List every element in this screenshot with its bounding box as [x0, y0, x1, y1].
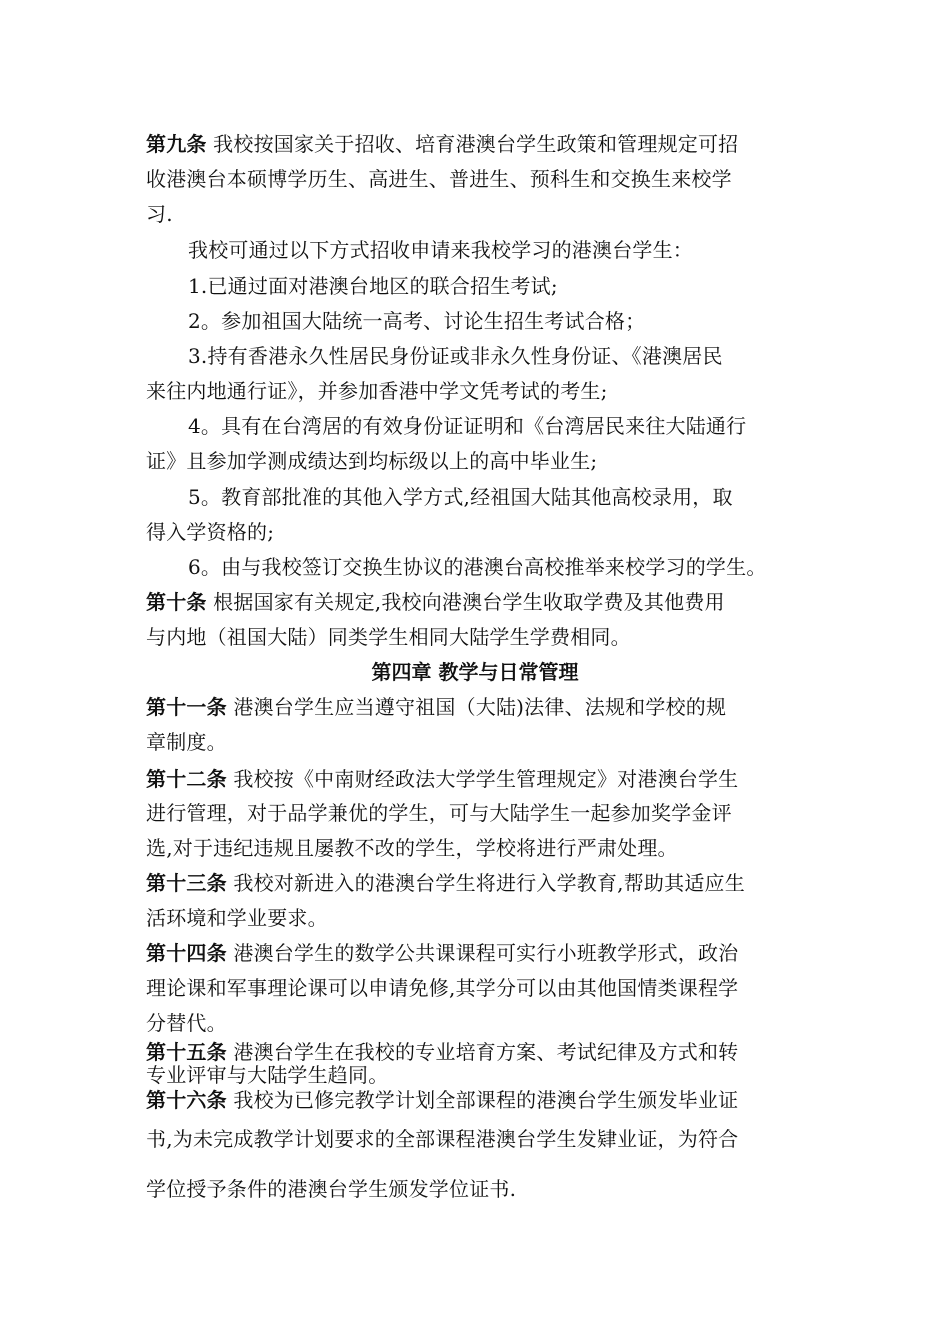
article-13-line-1 [146, 869, 745, 897]
article-11-line-2: 章制度。 [146, 730, 227, 754]
article-9-item-3b: 来往内地通行证》，并参加香港中学文凭考试的考生; [146, 379, 608, 403]
article-13-number: 第十三条 [146, 871, 227, 895]
article-12-line-3: 选,对于违纪违规且屡教不改的学生，学校将进行严肃处理。 [146, 836, 678, 860]
article-9-line-2: 收港澳台本硕博学历生、高进生、普进生、预科生和交换生来校学 [146, 167, 732, 191]
article-13-line-2: 活环境和学业要求。 [146, 906, 328, 930]
article-9-item-1: 1.已通过面对港澳台地区的联合招生考试; [188, 274, 558, 298]
article-12-text-1: 我校按《中南财经政法大学学生管理规定》对港澳台学生 [233, 767, 739, 791]
article-12-line-2: 进行管理，对于品学兼优的学生，可与大陆学生一起参加奖学金评 [146, 801, 732, 825]
article-9-item-5b: 得入学资格的; [146, 520, 275, 544]
article-9-item-6: 6。由与我校签订交换生协议的港澳台高校推举来校学习的学生。 [188, 555, 767, 579]
article-15-line-2: 专业评审与大陆学生趋同。 [146, 1063, 389, 1087]
article-10-number: 第十条 [146, 590, 207, 614]
article-12-number: 第十二条 [146, 767, 227, 791]
article-14-line-3: 分替代。 [146, 1011, 227, 1035]
article-9-line-3: 习. [146, 202, 173, 226]
article-9-item-4a: 4。具有在台湾居的有效身份证证明和《台湾居民来往大陆通行 [188, 414, 747, 438]
article-11-line-1 [146, 693, 726, 721]
article-9-item-4b: 证》且参加学测成绩达到均标级以上的高中毕业生; [146, 449, 598, 473]
article-9-intro: 我校可通过以下方式招收申请来我校学习的港澳台学生： [188, 238, 693, 262]
article-9-item-5a: 5。教育部批准的其他入学方式,经祖国大陆其他高校录用，取 [188, 485, 733, 509]
article-9-item-2: 2。参加祖国大陆统一高考、讨论生招生考试合格； [188, 309, 646, 333]
article-16-number: 第十六条 [146, 1088, 227, 1112]
article-16-line-1 [146, 1086, 738, 1114]
article-10-line-1 [146, 588, 725, 616]
article-16-line-2: 书,为未完成教学计划要求的全部课程港澳台学生发肄业证，为符合 [146, 1127, 739, 1151]
article-9-item-3a: 3.持有香港永久性居民身份证或非永久性身份证、《港澳居民 [188, 344, 723, 368]
article-9-text-1: 我校按国家关于招收、培育港澳台学生政策和管理规定可招 [213, 132, 739, 156]
article-9-number: 第九条 [146, 132, 207, 156]
article-16-text-1: 我校为已修完教学计划全部课程的港澳台学生颁发毕业证 [233, 1088, 739, 1112]
article-14-line-2: 理论课和军事理论课可以申请免修,其学分可以由其他国情类课程学 [146, 976, 739, 1000]
article-13-text-1: 我校对新进入的港澳台学生将进行入学教育,帮助其适应生 [233, 871, 745, 895]
article-10-line-2: 与内地（祖国大陆）同类学生相同大陆学生学费相同。 [146, 625, 631, 649]
chapter-heading: 第四章 教学与日常管理 [371, 660, 579, 684]
article-9-line-1 [146, 130, 738, 158]
article-14-line-1 [146, 939, 738, 967]
article-11-number: 第十一条 [146, 695, 227, 719]
article-11-text-1: 港澳台学生应当遵守祖国（大陆)法律、法规和学校的规 [233, 695, 727, 719]
article-10-text-1: 根据国家有关规定,我校向港澳台学生收取学费及其他费用 [213, 590, 725, 614]
article-14-text-1: 港澳台学生的数学公共课课程可实行小班教学形式，政治 [233, 941, 739, 965]
article-15-number: 第十五条 [146, 1040, 227, 1064]
article-15-text-1: 港澳台学生在我校的专业培育方案、考试纪律及方式和转 [233, 1040, 739, 1064]
article-12-line-1 [146, 765, 738, 793]
article-16-line-3: 学位授予条件的港澳台学生颁发学位证书. [146, 1177, 517, 1201]
article-14-number: 第十四条 [146, 941, 227, 965]
